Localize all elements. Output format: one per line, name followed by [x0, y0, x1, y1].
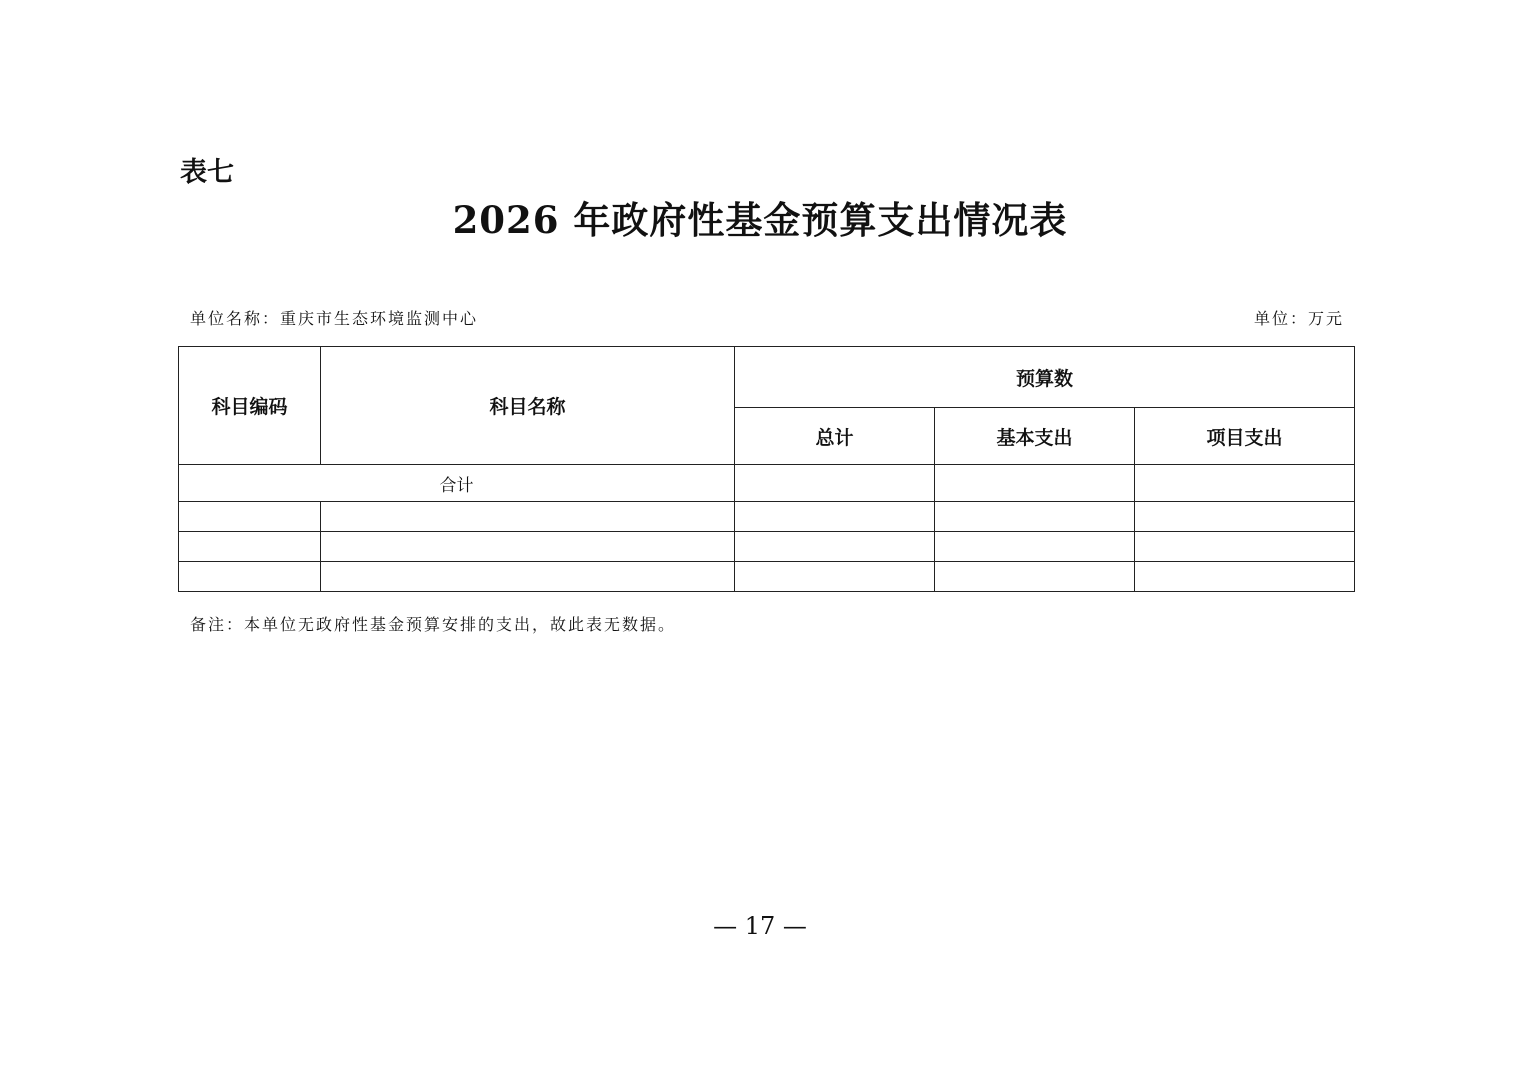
- total-row-label: 合计: [179, 465, 735, 502]
- row-project: [1135, 502, 1355, 532]
- row-name: [321, 532, 735, 562]
- table-row: [179, 532, 1355, 562]
- row-name: [321, 502, 735, 532]
- header-name: 科目名称: [321, 347, 735, 465]
- row-total: [735, 502, 935, 532]
- table-row: [179, 562, 1355, 592]
- row-total: [735, 562, 935, 592]
- row-name: [321, 562, 735, 592]
- page-number: — 17 —: [713, 912, 807, 940]
- row-basic: [935, 532, 1135, 562]
- unit-name: 单位名称：重庆市生态环境监测中心: [190, 309, 479, 328]
- header-total: 总计: [735, 408, 935, 465]
- total-row-total: [735, 465, 935, 502]
- page-title: 2026 年政府性基金预算支出情况表: [452, 198, 1068, 242]
- header-project: 项目支出: [1135, 408, 1355, 465]
- row-total: [735, 532, 935, 562]
- table-note: 备注：本单位无政府性基金预算安排的支出，故此表无数据。: [190, 615, 677, 634]
- row-project: [1135, 562, 1355, 592]
- row-code: [179, 562, 321, 592]
- row-basic: [935, 562, 1135, 592]
- total-row: [179, 465, 1355, 502]
- row-code: [179, 532, 321, 562]
- budget-table: [178, 346, 1355, 592]
- row-project: [1135, 532, 1355, 562]
- unit-measure: 单位：万元: [1253, 309, 1344, 328]
- header-code: 科目编码: [179, 347, 321, 465]
- header-basic: 基本支出: [935, 408, 1135, 465]
- table-row: [179, 502, 1355, 532]
- total-row-project: [1135, 465, 1355, 502]
- header-row-1: [179, 347, 1355, 408]
- row-basic: [935, 502, 1135, 532]
- total-row-basic: [935, 465, 1135, 502]
- row-code: [179, 502, 321, 532]
- table-label: 表七: [180, 157, 234, 188]
- header-budget-group: 预算数: [735, 347, 1355, 408]
